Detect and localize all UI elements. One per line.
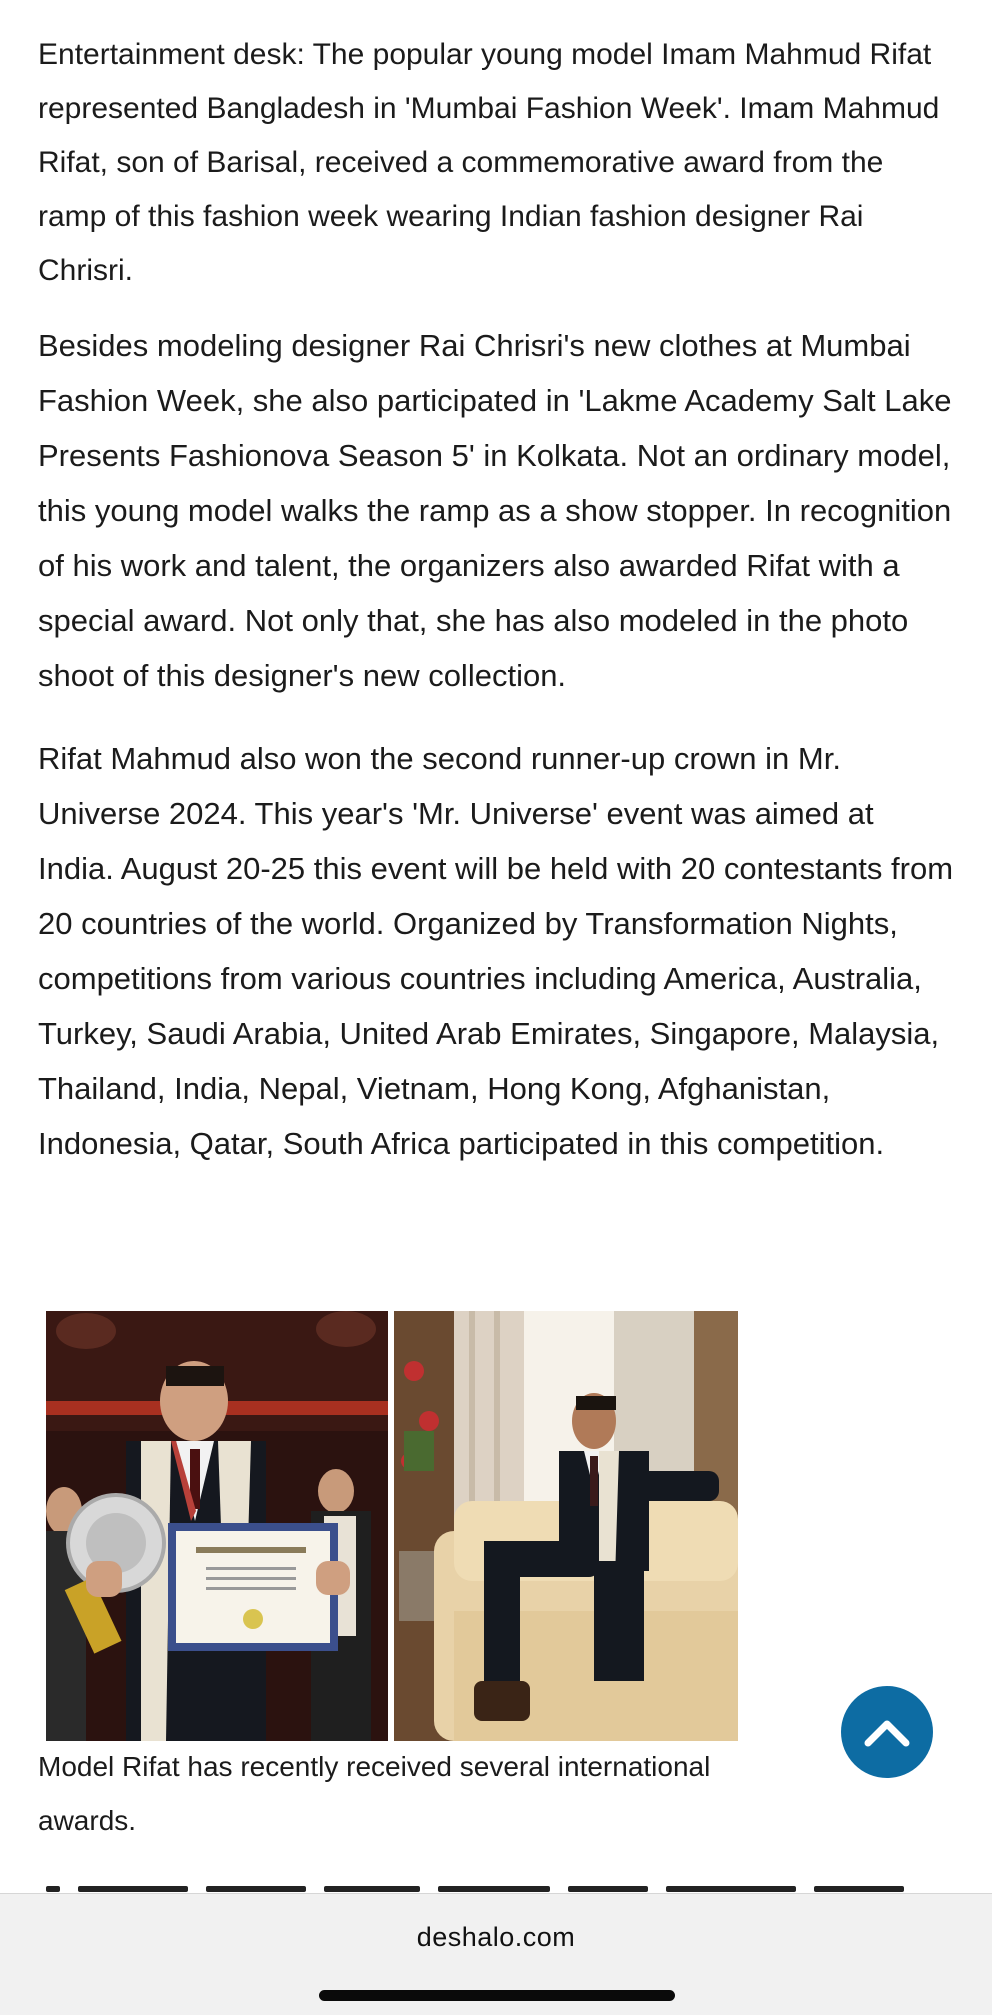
article-figure (46, 1311, 738, 1741)
article-paragraph: Rifat Mahmud also won the second runner-up crown in Mr. Universe 2024. This year's 'Mr. Universe' event was aimed at India. August 20-25 this event will be held with 20 contestants from 20 countries of the world. Organized by Transformation Nights, competitions from various countries including America, Australia, Turkey, Saudi Arabia, United Arab Emirates, Singapore, Malaysia, Thailand, India, Nepal, Vietnam, Hong Kong, Afghanistan, Indonesia, Qatar, South Africa participated in this competition. (38, 741, 954, 1161)
article-body (38, 28, 958, 1171)
article-paragraph: Besides modeling designer Rai Chrisri's new clothes at Mumbai Fashion Week, she also participated in 'Lakme Academy Salt Lake Presents Fashionova Season 5' in Kolkata. Not an ordinary model, this young model walks the ramp as a show stopper. In recognition of his work and talent, the organizers also awarded Rifat with a special award. Not only that, she has also modeled in the photo shoot of this designer's new collection. (38, 328, 952, 693)
award-certificate-photo (46, 1311, 388, 1741)
browser-bottom-bar (0, 1893, 992, 2015)
scroll-to-top-button[interactable] (841, 1686, 933, 1778)
award-certificate-photo-drawing (46, 1311, 388, 1741)
home-indicator[interactable] (319, 1990, 675, 2001)
address-bar-url[interactable]: deshalo.com (416, 1922, 576, 1952)
figure-caption: Model Rifat has recently received several international awards. (38, 1751, 711, 1836)
cut-off-text-line (46, 1880, 946, 1894)
chevron-up-icon (862, 1715, 912, 1749)
seated-model-photo-drawing (394, 1311, 738, 1741)
seated-model-photo (394, 1311, 738, 1741)
article-paragraph: Entertainment desk: The popular young model Imam Mahmud Rifat represented Bangladesh in 'Mumbai Fashion Week'. Imam Mahmud Rifat, son of Barisal, received a commemorative award from the ramp of this fashion week wearing Indian fashion designer Rai Chrisri. (38, 38, 940, 287)
